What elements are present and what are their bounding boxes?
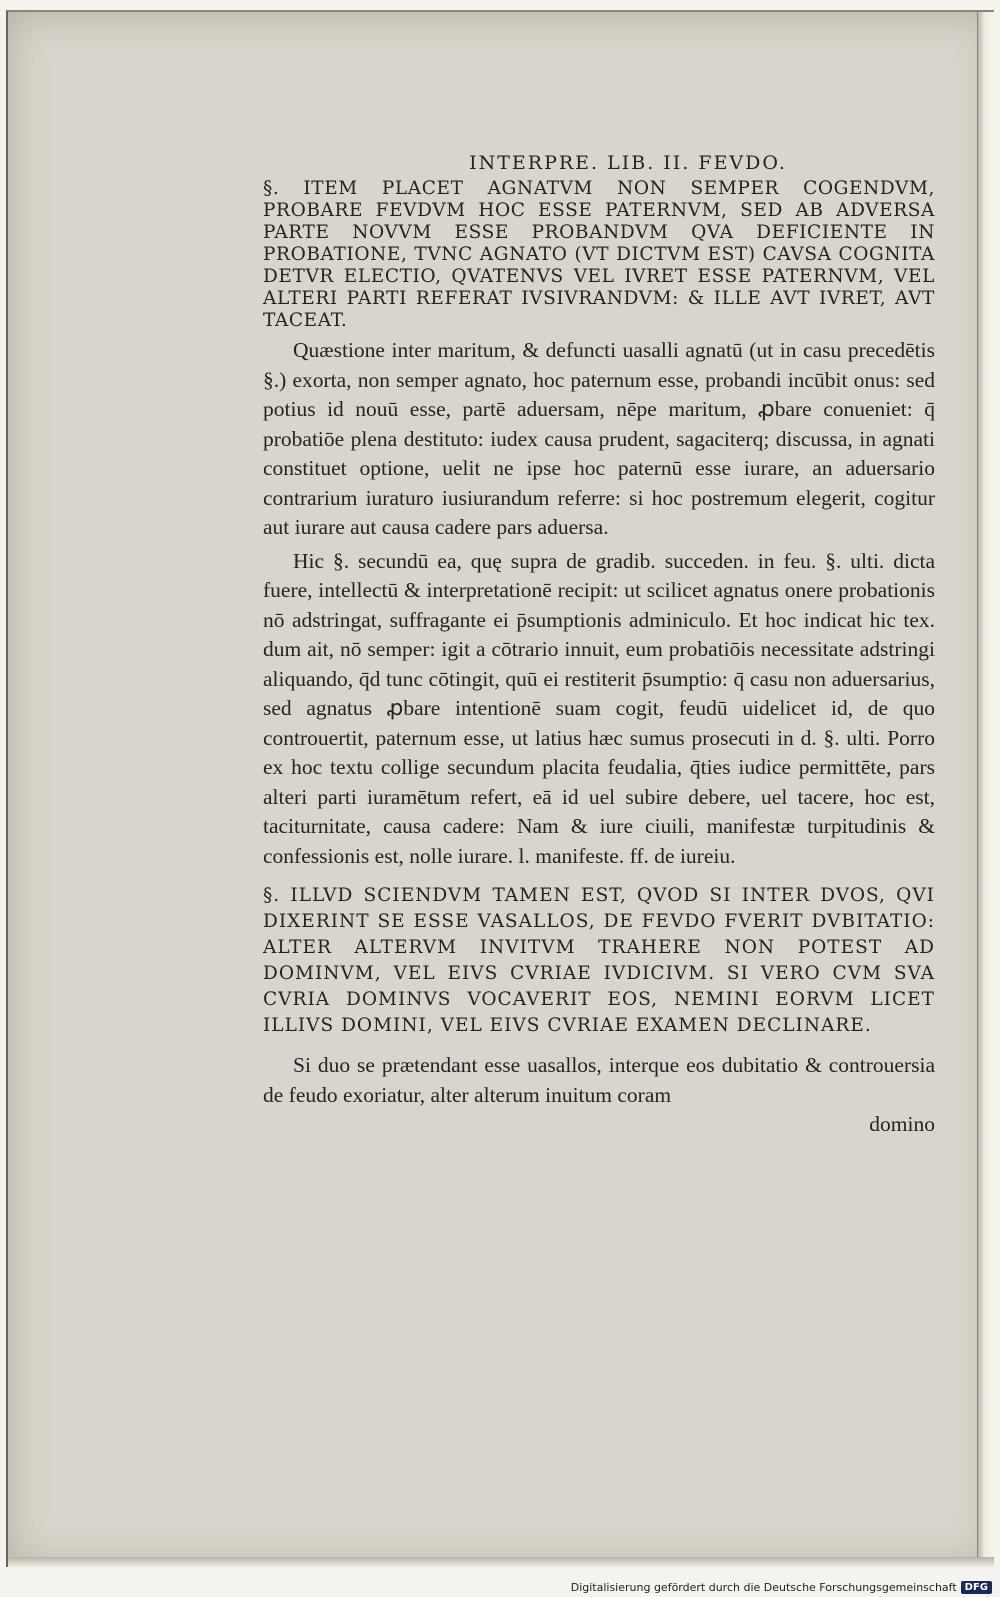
dfg-logo-icon: DFG bbox=[961, 1581, 992, 1594]
paragraph-2: Hic §. secundū ea, quę supra de gradib. succeden. in feu. §. ulti. dicta fuere, intellectū & interpretationē recipit: ut scilicet agnatus onere probationis nō adstringat, suffragante ei p̄sumptionis adminiculo. Et hoc indicat hic tex. dum ait, nō semper: igit a cōtrario innuit, eum probatiōis necessitate adstringi aliquando, q̄d tunc cōtingit, quū ei restiterit p̄sumptio: q̄ casu non aduersarius, sed agnatus ꝓbare intentionē suam cogit, feudū uidelicet id, de quo controuertit, paternum esse, ut latius hæc sumus prosecuti in d. §. ulti. Porro ex hoc textu collige secundum placita feudalia, q̄ties iudice permittēte, pars alteri parti iuramētum refert, eā id uel subire debere, uel tacere, hoc est, taciturnitate, causa cadere: Nam & iure ciuili, manifestæ turpitudinis & confessionis est, nolle iurare. l. manifeste. ff. de iureiu. bbox=[263, 548, 935, 868]
footer-credit bbox=[571, 1581, 992, 1594]
section-heading-2: §. ILLVD SCIENDVM TAMEN EST, QVOD SI INTER DVOS, QVI DIXERINT SE ESSE VASALLOS, DE FEVDO FVERIT DVBITATIO: ALTER ALTERVM INVITVM TRAHERE NON POTEST AD DOMINVM, VEL EIVS CVRIAE IVDICIVM. SI VERO CVM SVA CVRIA DOMINVS VOCAVERIT EOS, NEMINI EORVM LICET ILLIVS DOMINI, VEL EIVS CVRIAE EXAMEN DECLINARE. bbox=[263, 885, 935, 1036]
running-head: INTERPRE. LIB. II. FEVDO. bbox=[469, 152, 787, 174]
page-edge-right bbox=[977, 12, 994, 1567]
paragraph-1: Quæstione inter maritum, & defuncti uasalli agnatū (ut in casu precedētis §.) exorta, non semper agnato, hoc paternum esse, probandi incūbit onus: sed potius id nouū esse, partē aduersam, nēpe maritum, ꝓbare conueniet: q̄ probatiōe plena destituto: iudex causa prudent, sagaciterq; discussa, in agnati constituet optione, uelit ne ipse hoc paternū esse iurare, an aduersario contrarium iuraturo iusiurandum referre: si hoc postremum elegerit, cogitur aut iurare aut causa cadere pars aduersa. bbox=[263, 338, 935, 539]
section-heading-1: §. ITEM PLACET AGNATVM NON SEMPER COGENDVM, PROBARE FEVDVM HOC ESSE PATERNVM, SED AB ADVERSA PARTE NOVVM ESSE PROBANDVM QVA DEFICIENTE IN PROBATIONE, TVNC AGNATO (VT DICTVM EST) CAVSA COGNITA DETVR ELECTIO, QVATENVS VEL IVRET ESSE PATERNVM, VEL ALTERI PARTI REFERAT IVSIVRANDVM: & ILLE AVT IVRET, AVT TACEAT. bbox=[263, 178, 935, 331]
book-page bbox=[6, 10, 994, 1567]
page-text-block bbox=[263, 152, 935, 1140]
footer-text: Digitalisierung gefördert durch die Deutsche Forschungsgemeinschaft bbox=[570, 1581, 957, 1594]
page-edge-bottom bbox=[8, 1557, 994, 1567]
catchword: domino bbox=[869, 1112, 935, 1136]
paragraph-3: Si duo se prætendant esse uasallos, interque eos dubitatio & controuersia de feudo exoriatur, alter alterum inuitum coram bbox=[263, 1053, 935, 1107]
